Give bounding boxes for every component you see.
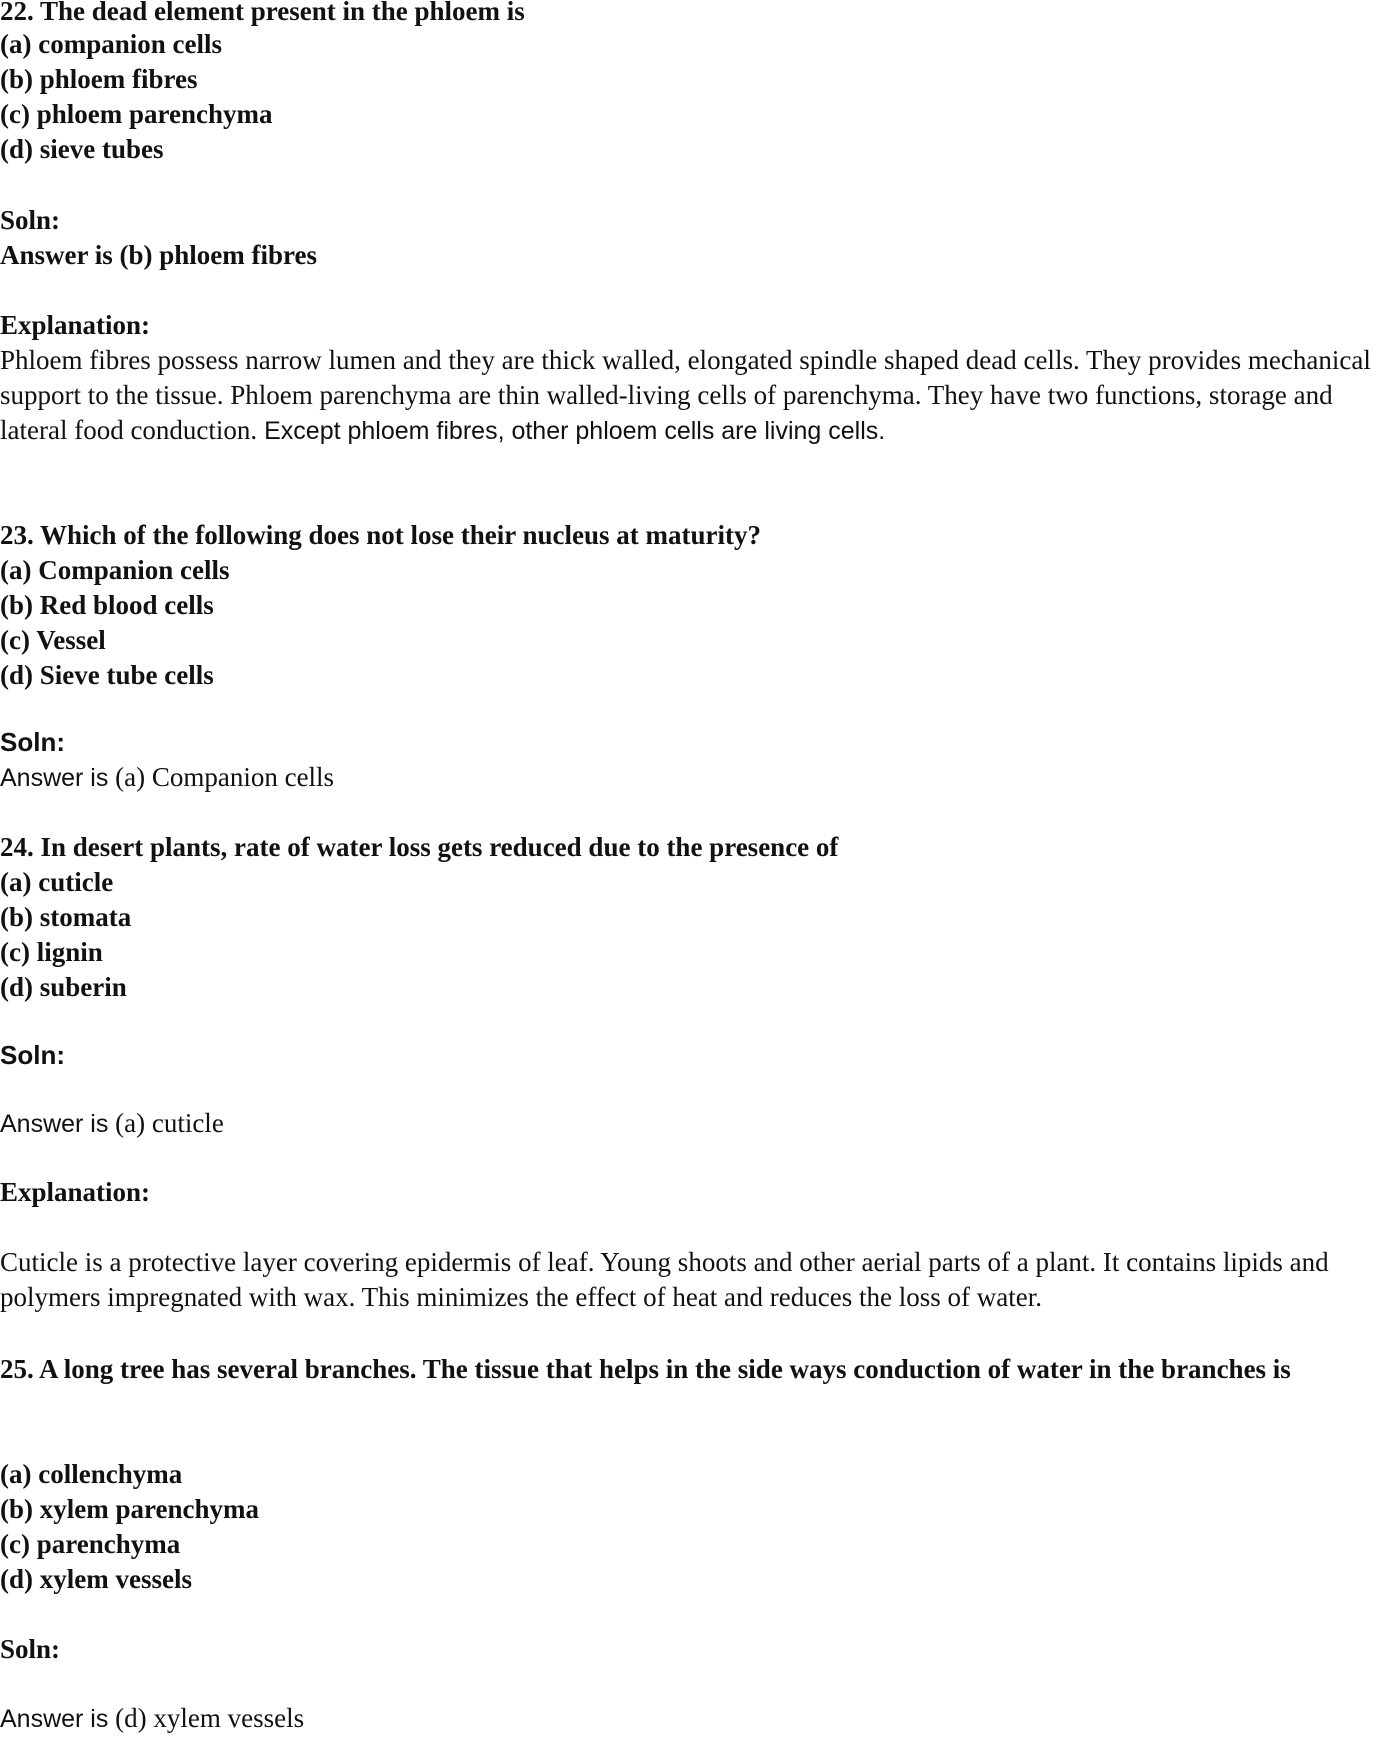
q22-explanation-text: Phloem fibres possess narrow lumen and they are thick walled, elongated spindle shaped dead cells. They provides mechanical support to the tissue. Phloem parenchyma are thin walled-living cells of parenchyma. They have two functions, storage and lateral food conduction. <box>0 345 1371 445</box>
q24-option-d: (d) suberin <box>0 972 127 1002</box>
q22-question: 22. The dead element present in the phloem is <box>0 0 525 26</box>
q25-answer-value: (d) xylem vessels <box>108 1703 305 1733</box>
q22-option-a: (a) companion cells <box>0 29 222 59</box>
q24-option-c: (c) lignin <box>0 937 103 967</box>
q23-answer-prefix: Answer is <box>0 764 109 792</box>
q25-option-c: (c) parenchyma <box>0 1529 181 1559</box>
q25-soln-label: Soln: <box>0 1634 61 1664</box>
q22-option-b: (b) phloem fibres <box>0 64 198 94</box>
q24-option-a: (a) cuticle <box>0 867 114 897</box>
q25-option-b: (b) xylem parenchyma <box>0 1494 259 1524</box>
q22-explanation-note: Except phloem fibres, other phloem cells are living cells. <box>257 417 886 445</box>
q23-option-b: (b) Red blood cells <box>0 590 214 620</box>
q22-option-c: (c) phloem parenchyma <box>0 99 273 129</box>
q22-answer: Answer is (b) phloem fibres <box>0 240 318 270</box>
q24-answer-prefix: Answer is <box>0 1110 109 1138</box>
q24-question: 24. In desert plants, rate of water loss gets reduced due to the presence of <box>0 832 839 862</box>
q23-soln-label: Soln: <box>0 727 65 757</box>
q23-answer <box>0 760 334 796</box>
q25-answer <box>0 1701 304 1737</box>
q23-question: 23. Which of the following does not lose their nucleus at maturity? <box>0 520 762 550</box>
q22-explanation-label: Explanation: <box>0 310 151 340</box>
q25-option-d: (d) xylem vessels <box>0 1564 192 1594</box>
q25-question: 25. A long tree has several branches. The tissue that helps in the side ways conduction of water in the branches is <box>0 1354 1291 1384</box>
q23-option-d: (d) Sieve tube cells <box>0 660 214 690</box>
q24-explanation-label: Explanation: <box>0 1177 151 1207</box>
q24-answer <box>0 1106 224 1142</box>
q24-explanation: Cuticle is a protective layer covering epidermis of leaf. Young shoots and other aerial parts of a plant. It contains lipids and polymers impregnated with wax. This minimizes the effect of heat and reduces the loss of water. <box>0 1247 1329 1312</box>
q22-explanation <box>0 343 1376 449</box>
q24-answer-value: (a) cuticle <box>108 1108 224 1138</box>
q25-answer-prefix: Answer is <box>0 1705 109 1733</box>
q23-answer-value: (a) Companion cells <box>108 762 335 792</box>
q22-option-d: (d) sieve tubes <box>0 134 164 164</box>
q23-option-c: (c) Vessel <box>0 625 106 655</box>
q25-option-a: (a) collenchyma <box>0 1459 183 1489</box>
q22-soln-label: Soln: <box>0 205 61 235</box>
q24-soln-label: Soln: <box>0 1040 65 1070</box>
q23-option-a: (a) Companion cells <box>0 555 230 585</box>
q24-option-b: (b) stomata <box>0 902 132 932</box>
